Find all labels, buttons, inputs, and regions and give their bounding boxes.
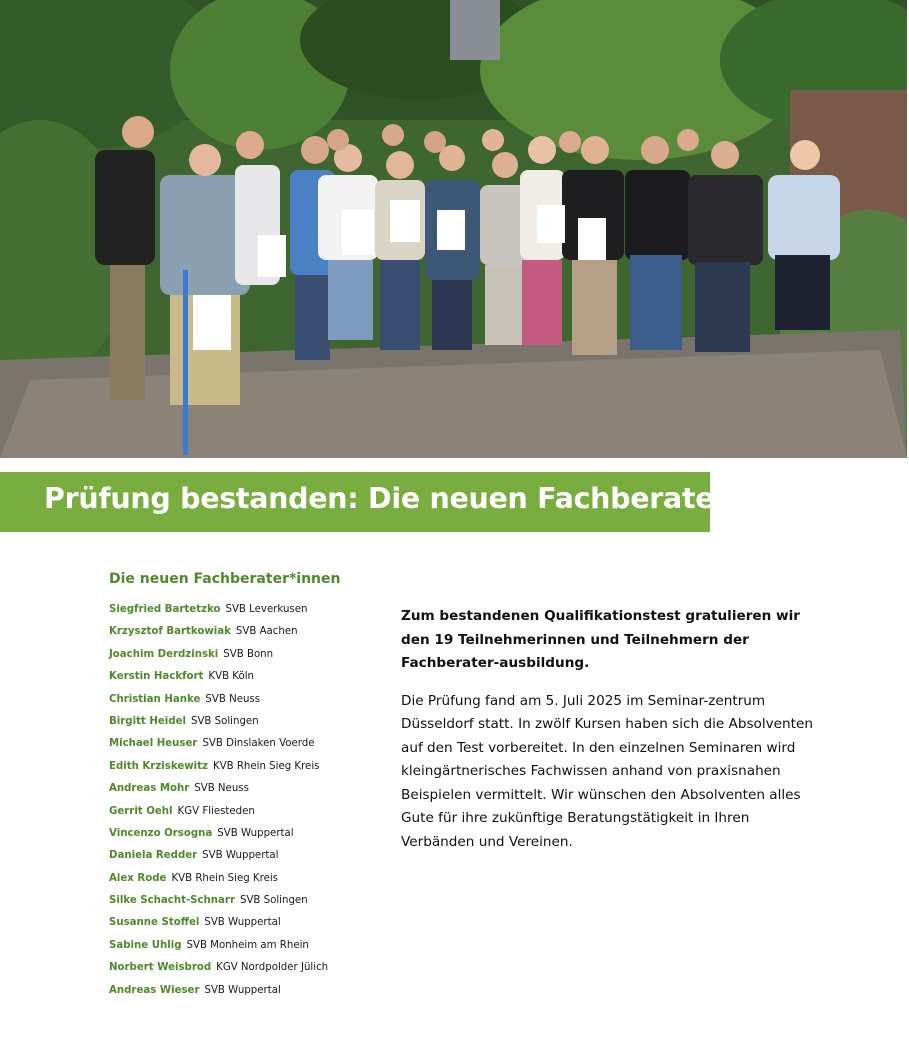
list-item xyxy=(109,912,369,934)
list-item xyxy=(109,644,369,666)
member-club: SVB Monheim am Rhein xyxy=(186,939,309,951)
member-name: Krzysztof Bartkowiak xyxy=(109,626,231,638)
member-name: Daniela Redder xyxy=(109,850,198,862)
member-name: Birgitt Heidel xyxy=(109,715,186,727)
member-name: Sabine Uhlig xyxy=(109,939,182,951)
list-item xyxy=(109,935,369,957)
member-list-section xyxy=(109,571,369,1002)
member-name: Siegfried Bartetzko xyxy=(109,604,221,615)
page-title: Prüfung bestanden: Die neuen Fachberater xyxy=(44,482,729,515)
article-section xyxy=(401,605,821,855)
member-club: SVB Bonn xyxy=(223,648,274,660)
list-item xyxy=(109,599,369,621)
list-item xyxy=(109,778,369,800)
member-club: SVB Wuppertal xyxy=(202,850,279,862)
member-name: Alex Rode xyxy=(109,872,167,884)
list-item xyxy=(109,801,369,823)
article-body: Die Prüfung fand am 5. Juli 2025 im Seminar-zentrum Düsseldorf statt. In zwölf Kursen haben sich die Absolventen auf den Test vorbereitet. In den einzelnen Seminaren wird kleingärtnerisches Fachwissen anhand von praxisnahen Beispielen vermittelt. Wir wünschen den Absolventen alles Gute für ihre zukünftige Beratungstätigkeit in Ihren Verbänden und Vereinen. xyxy=(401,692,813,851)
member-name: Christian Hanke xyxy=(109,693,201,705)
list-item xyxy=(109,666,369,688)
member-name: Gerrit Oehl xyxy=(109,805,173,817)
member-list-heading: Die neuen Fachberater*innen xyxy=(109,571,341,587)
list-item xyxy=(109,756,369,778)
member-name: Andreas Mohr xyxy=(109,783,190,795)
title-banner xyxy=(0,472,729,532)
group-photo xyxy=(0,0,907,458)
member-club: KVB Rhein Sieg Kreis xyxy=(212,760,320,772)
member-name: Andreas Wieser xyxy=(109,984,200,996)
member-name: Vincenzo Orsogna xyxy=(109,827,213,839)
list-item xyxy=(109,890,369,912)
member-club: SVB Neuss xyxy=(194,783,249,795)
member-name: Joachim Derdzinski xyxy=(109,648,219,660)
list-item xyxy=(109,823,369,845)
member-club: KVB Rhein Sieg Kreis xyxy=(171,872,278,884)
list-item xyxy=(109,868,369,890)
list-item xyxy=(109,845,369,867)
member-club: KGV Nordpolder Jülich xyxy=(216,962,329,974)
list-item xyxy=(109,689,369,711)
list-item xyxy=(109,621,369,643)
member-club: SVB Dinslaken Voerde xyxy=(202,738,315,750)
member-name: Kerstin Hackfort xyxy=(109,671,204,683)
list-item xyxy=(109,711,369,733)
member-club: SVB Wuppertal xyxy=(204,984,281,996)
member-name: Silke Schacht-Schnarr xyxy=(109,895,235,907)
member-name: Norbert Weisbrod xyxy=(109,962,212,974)
member-club: SVB Aachen xyxy=(235,626,298,638)
list-item xyxy=(109,980,369,1002)
member-name: Edith Krziskewitz xyxy=(109,760,208,772)
member-club: SVB Leverkusen xyxy=(225,604,308,615)
member-name: Michael Heuser xyxy=(109,738,198,750)
article-intro: Zum bestandenen Qualifikationstest gratulieren wir den 19 Teilnehmerinnen und Teilnehmern der Fachberater-ausbildung. xyxy=(401,608,800,671)
member-club: SVB Wuppertal xyxy=(217,827,294,839)
list-item xyxy=(109,733,369,755)
list-item xyxy=(109,957,369,979)
member-list xyxy=(109,599,369,1002)
member-club: SVB Wuppertal xyxy=(204,917,281,929)
member-club: SVB Solingen xyxy=(190,715,259,727)
member-club: KGV Fliesteden xyxy=(177,805,255,817)
member-name: Susanne Stoffel xyxy=(109,917,200,929)
member-club: SVB Neuss xyxy=(205,693,261,705)
member-club: KVB Köln xyxy=(208,671,254,683)
member-club: SVB Solingen xyxy=(239,895,308,907)
